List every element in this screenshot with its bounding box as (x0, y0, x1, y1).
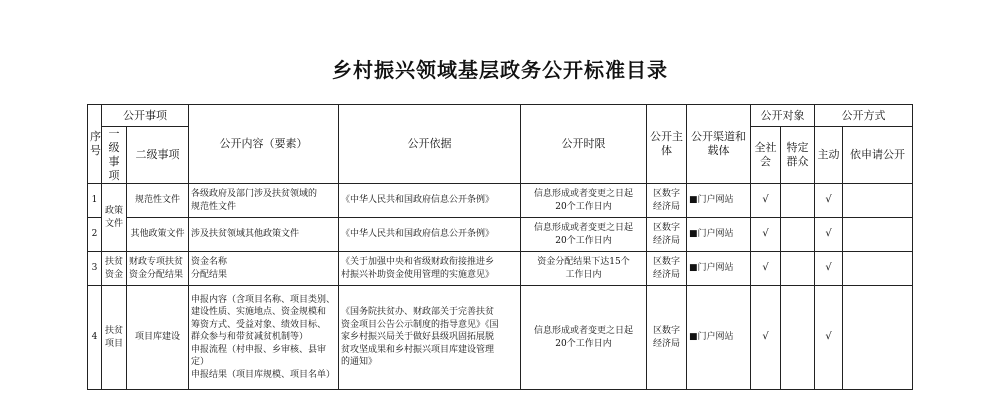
row-seq: 3 (88, 252, 102, 286)
basis-line: 《关于加强中央和省级财政衔接推进乡 (341, 257, 495, 268)
time-line: 信息形成或者变更之日起 (533, 223, 633, 234)
content-line: 分配结果 (191, 269, 228, 280)
header-level2: 二级事项 (127, 127, 189, 184)
header-subject: 公开主体 (647, 105, 687, 184)
row-channel: ■门户网站 (687, 252, 751, 286)
row-time (521, 218, 647, 252)
header-target-all: 全社会 (751, 127, 781, 184)
header-basis: 公开依据 (339, 105, 521, 184)
row-subject: 区数字经济局 (647, 252, 687, 286)
row-content (189, 286, 339, 390)
row-content (189, 252, 339, 286)
row-mode-active: √ (815, 286, 843, 390)
header-mode-request: 依申请公开 (843, 127, 913, 184)
time-line: 工作日内 (565, 269, 602, 280)
row-level2: 规范性文件 (127, 184, 189, 218)
content-line: 资金名称 (191, 257, 228, 268)
row-target-specific (781, 286, 815, 390)
basis-line: 贫攻坚成果和乡村振兴项目库建设管理 (341, 344, 495, 355)
basis-line: 资金项目公告公示制度的指导意见》《国 (341, 319, 499, 330)
row-basis: 《中华人民共和国政府信息公开条例》 (339, 218, 521, 252)
basis-line: 的通知》 (341, 357, 378, 368)
row-level1: 扶贫资金 (102, 252, 127, 286)
header-item-group: 公开事项 (102, 105, 189, 127)
row-subject: 区数字经济局 (647, 218, 687, 252)
row-channel: ■门户网站 (687, 184, 751, 218)
row-time (521, 286, 647, 390)
header-mode-active: 主动 (815, 127, 843, 184)
row-level1: 政策文件 (102, 184, 127, 252)
row-channel: ■门户网站 (687, 218, 751, 252)
time-line: 20个工作日内 (555, 201, 612, 212)
row-mode-request (843, 286, 913, 390)
content-line: 各级政府及部门涉及扶贫领域的 (191, 189, 318, 200)
table-row (88, 252, 913, 286)
table-row (88, 218, 913, 252)
time-line: 资金分配结果下达15个 (537, 257, 630, 268)
header-time: 公开时限 (521, 105, 647, 184)
header-channel: 公开渠道和载体 (687, 105, 751, 184)
row-target-all: √ (751, 218, 781, 252)
row-target-specific (781, 218, 815, 252)
time-line: 信息形成或者变更之日起 (533, 326, 633, 337)
row-mode-request (843, 184, 913, 218)
header-level1: 一级事项 (102, 127, 127, 184)
row-mode-request (843, 252, 913, 286)
row-time (521, 252, 647, 286)
time-line: 20个工作日内 (555, 235, 612, 246)
content-line: 群众参与和带贫减贫机制等） (191, 332, 309, 343)
row-mode-active: √ (815, 184, 843, 218)
row-basis (339, 286, 521, 390)
basis-line: 《国务院扶贫办、财政部关于完善扶贫 (341, 307, 495, 318)
row-mode-active: √ (815, 252, 843, 286)
content-line: 建设性质、实施地点、资金规模和 (191, 307, 327, 318)
row-subject: 区数字经济局 (647, 184, 687, 218)
catalog-table (87, 104, 913, 390)
content-line: 筹资方式、受益对象、绩效目标、 (191, 319, 327, 330)
header-target-specific: 特定群众 (781, 127, 815, 184)
row-subject: 区数字经济局 (647, 286, 687, 390)
basis-line: 家乡村振兴局关于做好县级巩固拓展脱 (341, 332, 495, 343)
row-mode-request (843, 218, 913, 252)
row-seq: 2 (88, 218, 102, 252)
row-content (189, 184, 339, 218)
row-seq: 4 (88, 286, 102, 390)
time-line: 20个工作日内 (555, 338, 612, 349)
row-level1: 扶贫项目 (102, 286, 127, 390)
content-line: 定） (191, 357, 210, 368)
row-channel: ■门户网站 (687, 286, 751, 390)
page-title: 乡村振兴领域基层政务公开标准目录 (332, 58, 668, 82)
content-line: 规范性文件 (191, 201, 237, 212)
row-level2: 项目库建设 (127, 286, 189, 390)
row-basis (339, 252, 521, 286)
row-target-specific (781, 252, 815, 286)
header-target-group: 公开对象 (751, 105, 815, 127)
row-mode-active: √ (815, 218, 843, 252)
row-seq: 1 (88, 184, 102, 218)
row-basis: 《中华人民共和国政府信息公开条例》 (339, 184, 521, 218)
row-content (189, 218, 339, 252)
table-row (88, 286, 913, 390)
header-content: 公开内容（要素） (189, 105, 339, 184)
row-target-all: √ (751, 184, 781, 218)
basis-line: 村振兴补助资金使用管理的实施意见》 (341, 269, 495, 280)
row-target-all: √ (751, 286, 781, 390)
time-line: 信息形成或者变更之日起 (533, 189, 633, 200)
content-line: 申报结果（项目库规模、项目名单） (191, 369, 336, 380)
header-mode-group: 公开方式 (815, 105, 913, 127)
row-target-specific (781, 184, 815, 218)
content-line: 申报流程（村申报、乡审核、县审 (191, 344, 327, 355)
content-line: 涉及扶贫领域其他政策文件 (191, 229, 300, 240)
header-seq: 序号 (88, 105, 102, 184)
row-level2: 其他政策文件 (127, 218, 189, 252)
row-time (521, 184, 647, 218)
table-row (88, 184, 913, 218)
row-target-all: √ (751, 252, 781, 286)
content-line: 申报内容（含项目名称、项目类别、 (191, 295, 336, 306)
row-level2: 财政专项扶贫资金分配结果 (127, 252, 189, 286)
